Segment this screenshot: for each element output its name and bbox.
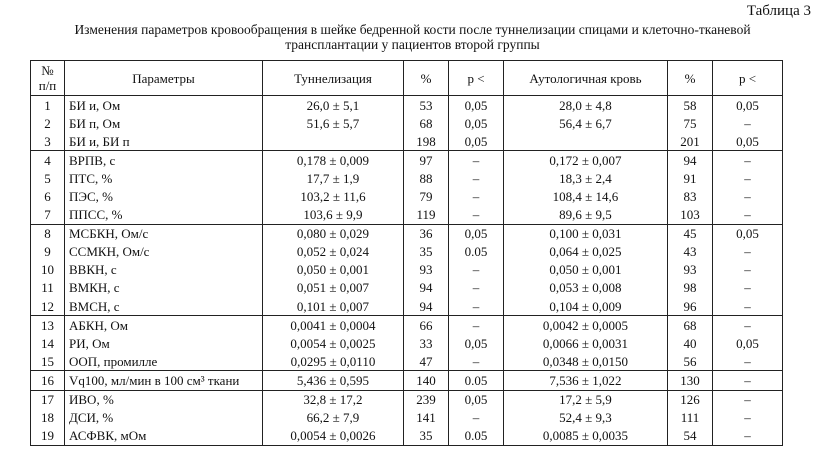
row-blood: 89,6 ± 9,5 [504, 206, 668, 225]
row-pct-2: 40 [668, 334, 713, 352]
row-p-1: 0,05 [449, 96, 504, 115]
row-param: ВРПВ, с [65, 151, 263, 170]
row-pct-1: 93 [404, 261, 449, 279]
table-row [31, 427, 783, 446]
row-tunnel: 17,7 ± 1,9 [263, 169, 404, 187]
row-pct-1: 239 [404, 390, 449, 409]
row-blood: 0,0348 ± 0,0150 [504, 352, 668, 371]
row-pct-2: 83 [668, 187, 713, 205]
table-row [31, 334, 783, 352]
row-blood: 18,3 ± 2,4 [504, 169, 668, 187]
header-pct-1: % [404, 61, 449, 96]
row-blood: 0,053 ± 0,008 [504, 279, 668, 297]
row-number: 13 [31, 316, 65, 335]
row-number: 12 [31, 297, 65, 316]
row-blood: 17,2 ± 5,9 [504, 390, 668, 409]
row-pct-1: 141 [404, 409, 449, 427]
row-p-2: 0,05 [713, 224, 783, 243]
row-number: 5 [31, 169, 65, 187]
row-pct-2: 98 [668, 279, 713, 297]
row-number: 1 [31, 96, 65, 115]
row-pct-2: 96 [668, 297, 713, 316]
row-pct-1: 119 [404, 206, 449, 225]
row-blood: 0,050 ± 0,001 [504, 261, 668, 279]
row-param: ПЭС, % [65, 187, 263, 205]
row-param: АБКН, Ом [65, 316, 263, 335]
table-row [31, 261, 783, 279]
header-p-2: p < [713, 61, 783, 96]
row-p-2: – [713, 279, 783, 297]
row-number: 3 [31, 132, 65, 151]
row-pct-1: 47 [404, 352, 449, 371]
row-pct-1: 94 [404, 297, 449, 316]
row-p-2: – [713, 206, 783, 225]
row-pct-2: 126 [668, 390, 713, 409]
row-number: 16 [31, 371, 65, 390]
row-p-1: – [449, 409, 504, 427]
row-number: 10 [31, 261, 65, 279]
table-row [31, 169, 783, 187]
row-p-2: – [713, 352, 783, 371]
row-p-1: – [449, 151, 504, 170]
row-blood: 0,172 ± 0,007 [504, 151, 668, 170]
header-p-1: p < [449, 61, 504, 96]
row-pct-2: 103 [668, 206, 713, 225]
caption-line-2: трансплантации у пациентов второй группы [285, 37, 540, 52]
row-p-1: 0,05 [449, 132, 504, 151]
row-p-1: 0,05 [449, 334, 504, 352]
row-param: МСБКН, Ом/с [65, 224, 263, 243]
row-pct-2: 94 [668, 151, 713, 170]
table-row [31, 297, 783, 316]
row-pct-2: 91 [668, 169, 713, 187]
row-blood [504, 132, 668, 151]
row-blood: 0,100 ± 0,031 [504, 224, 668, 243]
table-caption [20, 22, 805, 52]
row-pct-1: 35 [404, 427, 449, 446]
row-p-2: – [713, 261, 783, 279]
row-number: 6 [31, 187, 65, 205]
row-p-2: – [713, 187, 783, 205]
row-param: РИ, Ом [65, 334, 263, 352]
row-param: ВВКН, с [65, 261, 263, 279]
caption-line-1: Изменения параметров кровообращения в шейке бедренной кости после туннелизации спицами и клеточно-тканевой [74, 22, 751, 37]
row-number: 17 [31, 390, 65, 409]
row-p-2: 0,05 [713, 96, 783, 115]
row-number: 8 [31, 224, 65, 243]
row-param: ИВО, % [65, 390, 263, 409]
row-number: 7 [31, 206, 65, 225]
row-tunnel: 5,436 ± 0,595 [263, 371, 404, 390]
row-p-1: – [449, 316, 504, 335]
row-blood: 7,536 ± 1,022 [504, 371, 668, 390]
row-p-1: 0,05 [449, 114, 504, 132]
row-number: 15 [31, 352, 65, 371]
row-p-1: – [449, 352, 504, 371]
row-tunnel: 66,2 ± 7,9 [263, 409, 404, 427]
row-pct-2: 43 [668, 243, 713, 261]
row-pct-1: 68 [404, 114, 449, 132]
row-tunnel: 51,6 ± 5,7 [263, 114, 404, 132]
table-label: Таблица 3 [746, 3, 811, 19]
row-param: ВМКН, с [65, 279, 263, 297]
table-row [31, 279, 783, 297]
table-row [31, 114, 783, 132]
table-row [31, 371, 783, 390]
row-pct-1: 33 [404, 334, 449, 352]
row-p-2: – [713, 243, 783, 261]
row-blood: 0,0066 ± 0,0031 [504, 334, 668, 352]
row-pct-2: 75 [668, 114, 713, 132]
row-number: 14 [31, 334, 65, 352]
row-param: ООП, промилле [65, 352, 263, 371]
row-tunnel: 0,0295 ± 0,0110 [263, 352, 404, 371]
table-row [31, 243, 783, 261]
row-blood: 0,0042 ± 0,0005 [504, 316, 668, 335]
row-blood: 0,104 ± 0,009 [504, 297, 668, 316]
row-p-2: – [713, 390, 783, 409]
table-row [31, 316, 783, 335]
row-number: 18 [31, 409, 65, 427]
row-pct-1: 140 [404, 371, 449, 390]
row-param: ССМКН, Ом/с [65, 243, 263, 261]
row-pct-2: 58 [668, 96, 713, 115]
row-p-2: – [713, 169, 783, 187]
row-blood: 52,4 ± 9,3 [504, 409, 668, 427]
row-blood: 108,4 ± 14,6 [504, 187, 668, 205]
row-pct-1: 97 [404, 151, 449, 170]
row-p-2: – [713, 316, 783, 335]
row-p-2: 0,05 [713, 334, 783, 352]
row-param: БИ и, БИ п [65, 132, 263, 151]
row-pct-2: 93 [668, 261, 713, 279]
row-blood: 56,4 ± 6,7 [504, 114, 668, 132]
row-number: 19 [31, 427, 65, 446]
row-blood: 0,0085 ± 0,0035 [504, 427, 668, 446]
row-pct-2: 45 [668, 224, 713, 243]
row-param: Vq100, мл/мин в 100 см³ ткани [65, 371, 263, 390]
row-p-1: – [449, 206, 504, 225]
row-pct-1: 79 [404, 187, 449, 205]
row-pct-1: 88 [404, 169, 449, 187]
row-p-1: 0.05 [449, 427, 504, 446]
header-tunnel: Туннелизация [263, 61, 404, 96]
row-p-2: – [713, 371, 783, 390]
row-pct-1: 36 [404, 224, 449, 243]
row-param: АСФВК, мОм [65, 427, 263, 446]
row-tunnel: 0,050 ± 0,001 [263, 261, 404, 279]
row-tunnel: 0,051 ± 0,007 [263, 279, 404, 297]
row-tunnel: 0,178 ± 0,009 [263, 151, 404, 170]
row-pct-2: 54 [668, 427, 713, 446]
row-p-2: – [713, 297, 783, 316]
header-blood: Аутологичная кровь [504, 61, 668, 96]
row-tunnel [263, 132, 404, 151]
row-number: 2 [31, 114, 65, 132]
table-row [31, 352, 783, 371]
row-tunnel: 0,0054 ± 0,0025 [263, 334, 404, 352]
row-param: ППСС, % [65, 206, 263, 225]
row-tunnel: 0,052 ± 0,024 [263, 243, 404, 261]
row-pct-2: 111 [668, 409, 713, 427]
row-p-2: – [713, 427, 783, 446]
data-table [30, 60, 783, 446]
row-p-2: – [713, 409, 783, 427]
row-number: 9 [31, 243, 65, 261]
row-blood: 28,0 ± 4,8 [504, 96, 668, 115]
row-param: ПТС, % [65, 169, 263, 187]
row-p-1: 0.05 [449, 371, 504, 390]
row-pct-1: 53 [404, 96, 449, 115]
row-pct-1: 198 [404, 132, 449, 151]
row-blood: 0,064 ± 0,025 [504, 243, 668, 261]
row-p-1: – [449, 169, 504, 187]
table-row [31, 96, 783, 115]
row-pct-2: 130 [668, 371, 713, 390]
row-param: БИ п, Ом [65, 114, 263, 132]
row-tunnel: 32,8 ± 17,2 [263, 390, 404, 409]
row-p-1: 0,05 [449, 390, 504, 409]
table-row [31, 390, 783, 409]
row-param: БИ и, Ом [65, 96, 263, 115]
table-row [31, 224, 783, 243]
row-p-2: – [713, 114, 783, 132]
row-tunnel: 0,0054 ± 0,0026 [263, 427, 404, 446]
table-row [31, 151, 783, 170]
row-pct-2: 68 [668, 316, 713, 335]
row-tunnel: 0,0041 ± 0,0004 [263, 316, 404, 335]
row-param: ДСИ, % [65, 409, 263, 427]
row-param: ВМСН, с [65, 297, 263, 316]
table-row [31, 206, 783, 225]
row-tunnel: 103,6 ± 9,9 [263, 206, 404, 225]
header-param: Параметры [65, 61, 263, 96]
row-p-1: 0.05 [449, 243, 504, 261]
row-p-1: – [449, 279, 504, 297]
row-number: 11 [31, 279, 65, 297]
row-number: 4 [31, 151, 65, 170]
row-p-1: 0,05 [449, 224, 504, 243]
row-tunnel: 0,080 ± 0,029 [263, 224, 404, 243]
row-pct-1: 66 [404, 316, 449, 335]
row-pct-1: 94 [404, 279, 449, 297]
row-pct-2: 56 [668, 352, 713, 371]
row-p-1: – [449, 297, 504, 316]
header-pct-2: % [668, 61, 713, 96]
row-p-2: – [713, 151, 783, 170]
row-p-2: 0,05 [713, 132, 783, 151]
table-row [31, 132, 783, 151]
row-tunnel: 0,101 ± 0,007 [263, 297, 404, 316]
row-p-1: – [449, 187, 504, 205]
table-row [31, 187, 783, 205]
row-tunnel: 103,2 ± 11,6 [263, 187, 404, 205]
row-p-1: – [449, 261, 504, 279]
header-num: № п/п [31, 61, 65, 96]
row-pct-1: 35 [404, 243, 449, 261]
header-row [31, 61, 783, 96]
row-tunnel: 26,0 ± 5,1 [263, 96, 404, 115]
table-row [31, 409, 783, 427]
row-pct-2: 201 [668, 132, 713, 151]
